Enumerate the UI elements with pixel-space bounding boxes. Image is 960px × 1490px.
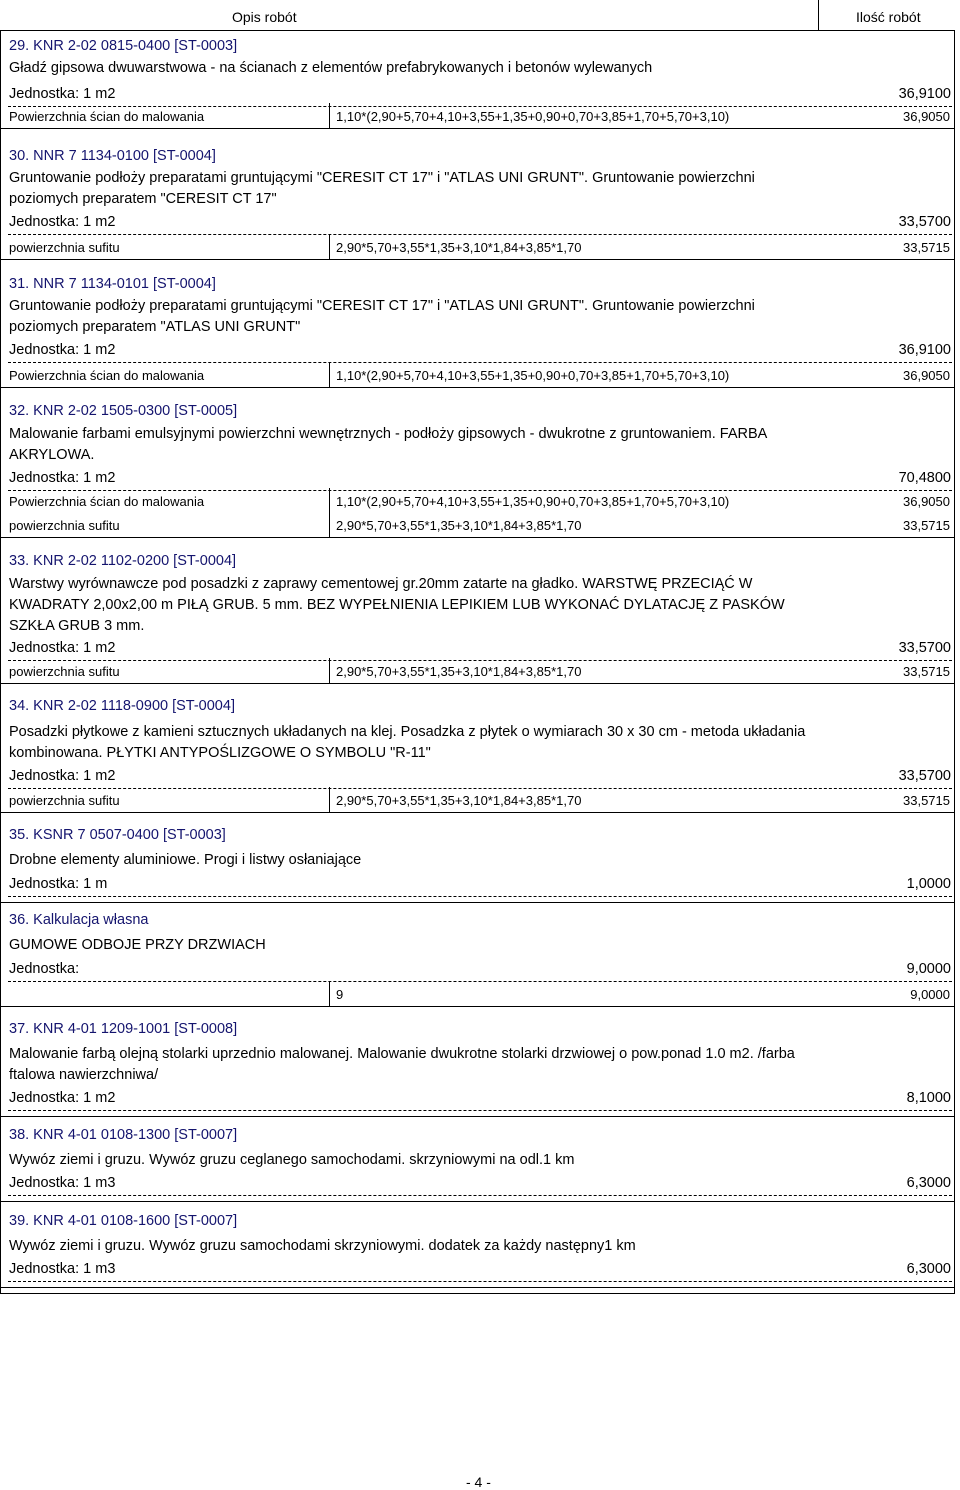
measurement-bottom-line (0, 387, 955, 388)
item-quantity: 6,3000 (906, 1175, 951, 1191)
item-unit: Jednostka: (9, 961, 80, 977)
measurement-divider (329, 234, 330, 260)
item-title: 33. KNR 2-02 1102-0200 [ST-0004] (9, 553, 237, 569)
measurement-formula: 1,10*(2,90+5,70+4,10+3,55+1,35+0,90+0,70+3,85+1,70+5,70+3,10) (336, 109, 730, 124)
measurement-divider (329, 362, 330, 388)
item-unit: Jednostka: 1 m2 (9, 214, 116, 230)
item-description: Gruntowanie podłoży preparatami gruntującymi "CERESIT CT 17" i "ATLAS UNI GRUNT". Gruntowanie powierzchni poziomych preparatem "CERESIT CT 17" (9, 170, 755, 207)
item-unit: Jednostka: 1 m2 (9, 768, 116, 784)
measurement-value: 33,5715 (903, 793, 950, 808)
item-unit: Jednostka: 1 m (9, 876, 108, 892)
measurement-formula: 2,90*5,70+3,55*1,35+3,10*1,84+3,85*1,70 (336, 664, 582, 679)
unit-separator-dashed (8, 490, 952, 491)
measurement-value: 36,9050 (903, 368, 950, 383)
item-quantity: 1,0000 (906, 876, 951, 892)
measurement-formula: 2,90*5,70+3,55*1,35+3,10*1,84+3,85*1,70 (336, 518, 582, 533)
item-quantity: 36,9100 (898, 342, 951, 358)
item-description: GUMOWE ODBOJE PRZY DRZWIACH (9, 937, 266, 953)
measurement-bottom-line (0, 537, 955, 538)
item-description: Warstwy wyrównawcze pod posadzki z zaprawy cementowej gr.20mm zatarte na gładko. WARSTWĘ PRZECIĄĆ W KWADRATY 2,00x2,00 m PIŁĄ GRUB. 5 mm. BEZ WYPEŁNIENIA LEPIKIEM LUB WYKONAĆ DYLATACJĘ Z PASKÓW SZKŁA GRUB 3 mm. (9, 576, 785, 634)
unit-separator-dashed (8, 981, 952, 982)
unit-separator-dashed (8, 1110, 952, 1111)
item-unit: Jednostka: 1 m2 (9, 342, 116, 358)
measurement-divider (329, 981, 330, 1007)
item-title: 30. NNR 7 1134-0100 [ST-0004] (9, 148, 216, 164)
measurement-label: powierzchnia sufitu (9, 518, 120, 533)
unit-separator-dashed (8, 1195, 952, 1196)
header-description-label: Opis robót (232, 9, 297, 25)
measurement-value: 33,5715 (903, 518, 950, 533)
item-bottom-line (0, 902, 955, 903)
item-description: Wywóz ziemi i gruzu. Wywóz gruzu samochodami skrzyniowymi. dodatek za każdy następny1 km (9, 1238, 636, 1254)
measurement-divider (329, 103, 330, 129)
item-bottom-line (0, 1201, 955, 1202)
measurement-formula: 2,90*5,70+3,55*1,35+3,10*1,84+3,85*1,70 (336, 793, 582, 808)
measurement-label: Powierzchnia ścian do malowania (9, 368, 205, 383)
unit-separator-dashed (8, 660, 952, 661)
measurement-value: 33,5715 (903, 664, 950, 679)
measurement-divider (329, 512, 330, 538)
measurement-bottom-line (0, 259, 955, 260)
item-quantity: 33,5700 (898, 214, 951, 230)
measurement-value: 9,0000 (910, 987, 950, 1002)
item-quantity: 33,5700 (898, 768, 951, 784)
measurement-label: powierzchnia sufitu (9, 793, 120, 808)
item-description: Malowanie farbami emulsyjnymi powierzchni wewnętrznych - podłoży gipsowych - dwukrotne z gruntowaniem. FARBA AKRYLOWA. (9, 426, 767, 463)
item-quantity: 9,0000 (906, 961, 951, 977)
measurement-formula: 1,10*(2,90+5,70+4,10+3,55+1,35+0,90+0,70+3,85+1,70+5,70+3,10) (336, 368, 730, 383)
header-quantity-label: Ilość robót (856, 9, 921, 25)
header-divider (818, 0, 819, 30)
item-title: 37. KNR 4-01 1209-1001 [ST-0008] (9, 1021, 238, 1037)
item-title: 39. KNR 4-01 0108-1600 [ST-0007] (9, 1213, 238, 1229)
unit-separator-dashed (8, 106, 952, 107)
item-quantity: 8,1000 (906, 1090, 951, 1106)
item-unit: Jednostka: 1 m2 (9, 86, 116, 102)
measurement-formula: 1,10*(2,90+5,70+4,10+3,55+1,35+0,90+0,70+3,85+1,70+5,70+3,10) (336, 494, 730, 509)
item-title: 32. KNR 2-02 1505-0300 [ST-0005] (9, 403, 238, 419)
item-quantity: 36,9100 (898, 86, 951, 102)
measurement-label: Powierzchnia ścian do malowania (9, 494, 205, 509)
item-bottom-line (0, 1116, 955, 1117)
measurement-bottom-line (0, 128, 955, 129)
item-unit: Jednostka: 1 m3 (9, 1175, 116, 1191)
measurement-bottom-line (0, 683, 955, 684)
item-title: 35. KSNR 7 0507-0400 [ST-0003] (9, 827, 226, 843)
item-title: 29. KNR 2-02 0815-0400 [ST-0003] (9, 38, 238, 54)
item-title: 38. KNR 4-01 0108-1300 [ST-0007] (9, 1127, 238, 1143)
measurement-label: powierzchnia sufitu (9, 240, 120, 255)
item-quantity: 33,5700 (898, 640, 951, 656)
item-unit: Jednostka: 1 m2 (9, 640, 116, 656)
item-description: Wywóz ziemi i gruzu. Wywóz gruzu ceglanego samochodami. skrzyniowymi na odl.1 km (9, 1152, 575, 1168)
unit-separator-dashed (8, 788, 952, 789)
item-title: 31. NNR 7 1134-0101 [ST-0004] (9, 276, 216, 292)
item-description: Gruntowanie podłoży preparatami gruntującymi "CERESIT CT 17" i "ATLAS UNI GRUNT". Gruntowanie powierzchni poziomych preparatem "ATLAS UNI GRUNT" (9, 298, 755, 335)
item-unit: Jednostka: 1 m2 (9, 470, 116, 486)
item-quantity: 6,3000 (906, 1261, 951, 1277)
item-description: Posadzki płytkowe z kamieni sztucznych układanych na klej. Posadzka z płytek o wymiarach 30 x 30 cm - metoda układania kombinowana. PŁYTKI ANTYPOŚLIZGOWE O SYMBOLU "R-11" (9, 724, 806, 761)
measurement-formula: 2,90*5,70+3,55*1,35+3,10*1,84+3,85*1,70 (336, 240, 582, 255)
measurement-label: Powierzchnia ścian do malowania (9, 109, 205, 124)
measurement-divider (329, 787, 330, 813)
unit-separator-dashed (8, 362, 952, 363)
measurement-divider (329, 658, 330, 684)
unit-separator-dashed (8, 234, 952, 235)
measurement-bottom-line (0, 1006, 955, 1007)
item-description: Malowanie farbą olejną stolarki uprzednio malowanej. Malowanie dwukrotne stolarki drzwiowej o pow.ponad 1.0 m2. /farba ftalowa nawierzchniwa/ (9, 1046, 795, 1083)
measurement-divider (329, 488, 330, 514)
table-frame (0, 30, 955, 1294)
page-number: - 4 - (466, 1474, 491, 1490)
item-unit: Jednostka: 1 m3 (9, 1261, 116, 1277)
item-title: 36. Kalkulacja własna (9, 912, 149, 928)
item-quantity: 70,4800 (898, 470, 951, 486)
item-unit: Jednostka: 1 m2 (9, 1090, 116, 1106)
measurement-bottom-line (0, 812, 955, 813)
measurement-value: 33,5715 (903, 240, 950, 255)
measurement-value: 36,9050 (903, 494, 950, 509)
item-description: Drobne elementy aluminiowe. Progi i listwy osłaniające (9, 852, 362, 868)
measurement-formula: 9 (336, 987, 344, 1002)
unit-separator-dashed (8, 1281, 952, 1282)
item-description: Gładź gipsowa dwuwarstwowa - na ścianach z elementów prefabrykowanych i betonów wylewanych (9, 60, 653, 76)
measurement-label: powierzchnia sufitu (9, 664, 120, 679)
item-title: 34. KNR 2-02 1118-0900 [ST-0004] (9, 698, 235, 714)
unit-separator-dashed (8, 896, 952, 897)
item-bottom-line (0, 1287, 955, 1288)
measurement-value: 36,9050 (903, 109, 950, 124)
table-header (0, 0, 960, 30)
